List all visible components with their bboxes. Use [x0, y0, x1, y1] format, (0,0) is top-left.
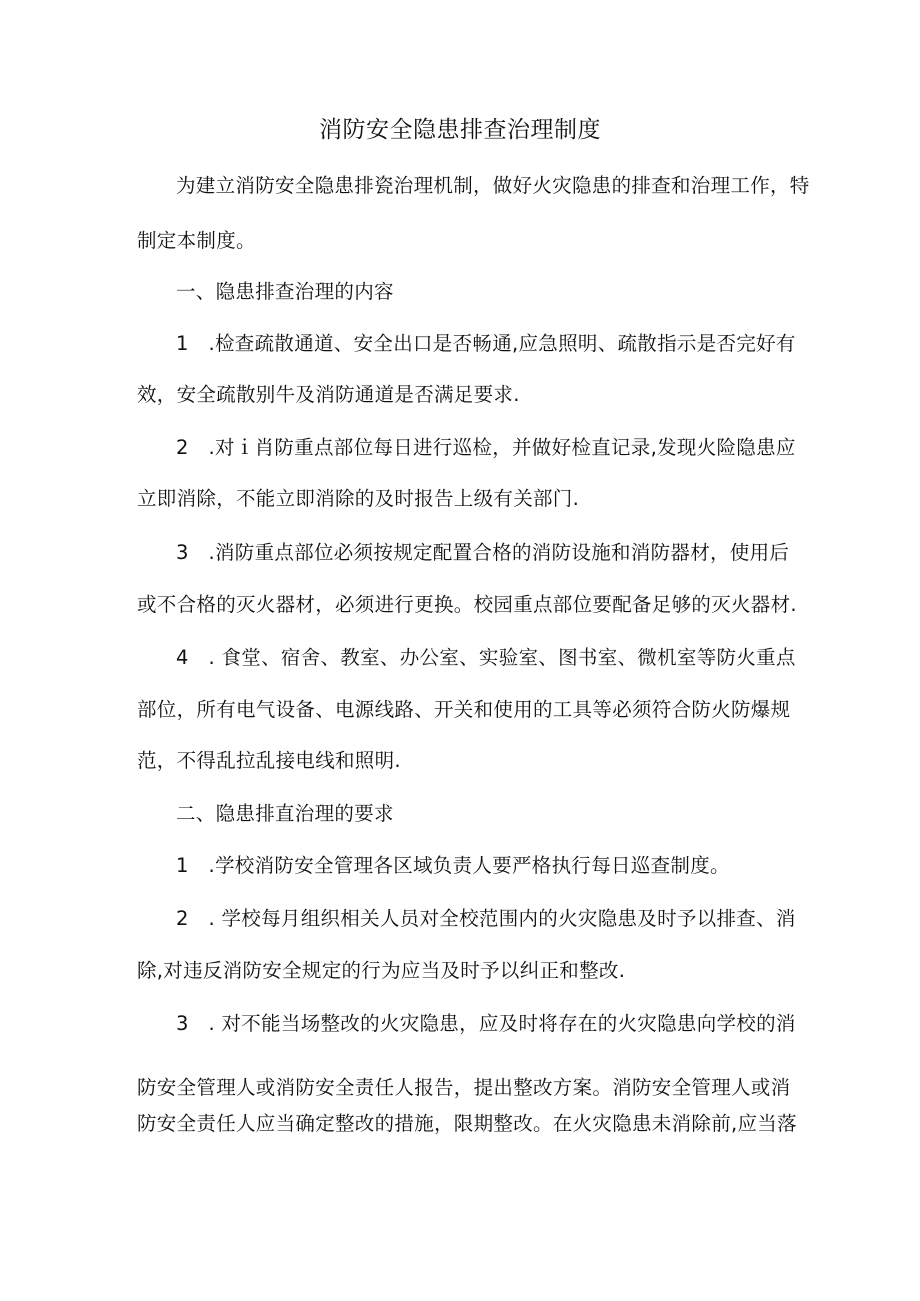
section-heading-2: 二、隐患排直治理的要求 — [176, 802, 394, 825]
item-1-3-line-1: 3 .消防重点部位必须按规定配置合格的消防设施和消防器材，使用后 — [176, 541, 790, 564]
item-2-3-line-1: 3 . 对不能当场整改的火灾隐患，应及时将存在的火灾隐患向学校的消 — [176, 1012, 796, 1035]
item-1-1-line-2: 效，安全疏散别牛及消防通道是否满足要求. — [137, 383, 520, 406]
item-2-2-line-2: 除,对违反消防安全规定的行为应当及时予以纠正和整改. — [137, 959, 626, 982]
document-title: 消防安全隐患排查治理制度 — [319, 117, 601, 143]
item-1-4-line-2: 部位，所有电气设备、电源线路、开关和使用的工具等必须符合防火防爆规 — [137, 698, 791, 721]
intro-line-2: 制定本制度。 — [137, 229, 256, 252]
section-heading-1: 一、隐患排查治理的内容 — [176, 280, 394, 303]
intro-line-1: 为建立消防安全隐患排瓷治理机制，做好火灾隐患的排查和治理工作，特 — [176, 174, 810, 197]
item-1-4-line-1: 4 . 食堂、宿舍、教室、办公室、实验室、图书室、微机室等防火重点 — [176, 646, 796, 669]
item-2-1-line-1: 1 .学校消防安全管理各区域负责人要严格执行每日巡查制度。 — [176, 854, 730, 877]
item-2-3-line-2: 防安全管理人或消防安全责任人报告，提出整改方案。消防安全管理人或消 — [137, 1076, 791, 1099]
item-1-2-line-1: 2 .对ｉ肖防重点部位每日进行巡检，并做好检直记录,发现火险隐患应 — [176, 436, 796, 459]
item-1-3-line-2: 或不合格的灭火器材，必须进行更换。校园重点部位要配备足够的灭火器材. — [137, 593, 797, 616]
item-2-2-line-1: 2 . 学校每月组织相关人员对全校范围内的火灾隐患及时予以排查、消 — [176, 907, 796, 930]
item-2-3-line-3: 防安全责任人应当确定整改的措施，限期整改。在火灾隐患未消除前,应当落 — [137, 1112, 797, 1135]
item-1-1-line-1: 1 .检查疏散通道、安全出口是否畅通,应急照明、疏散指示是否完好有 — [176, 332, 796, 355]
item-1-2-line-2: 立即消除，不能立即消除的及时报告上级有关部门. — [137, 487, 580, 510]
item-1-4-line-3: 范，不得乱拉乱接电线和照明. — [137, 749, 401, 772]
